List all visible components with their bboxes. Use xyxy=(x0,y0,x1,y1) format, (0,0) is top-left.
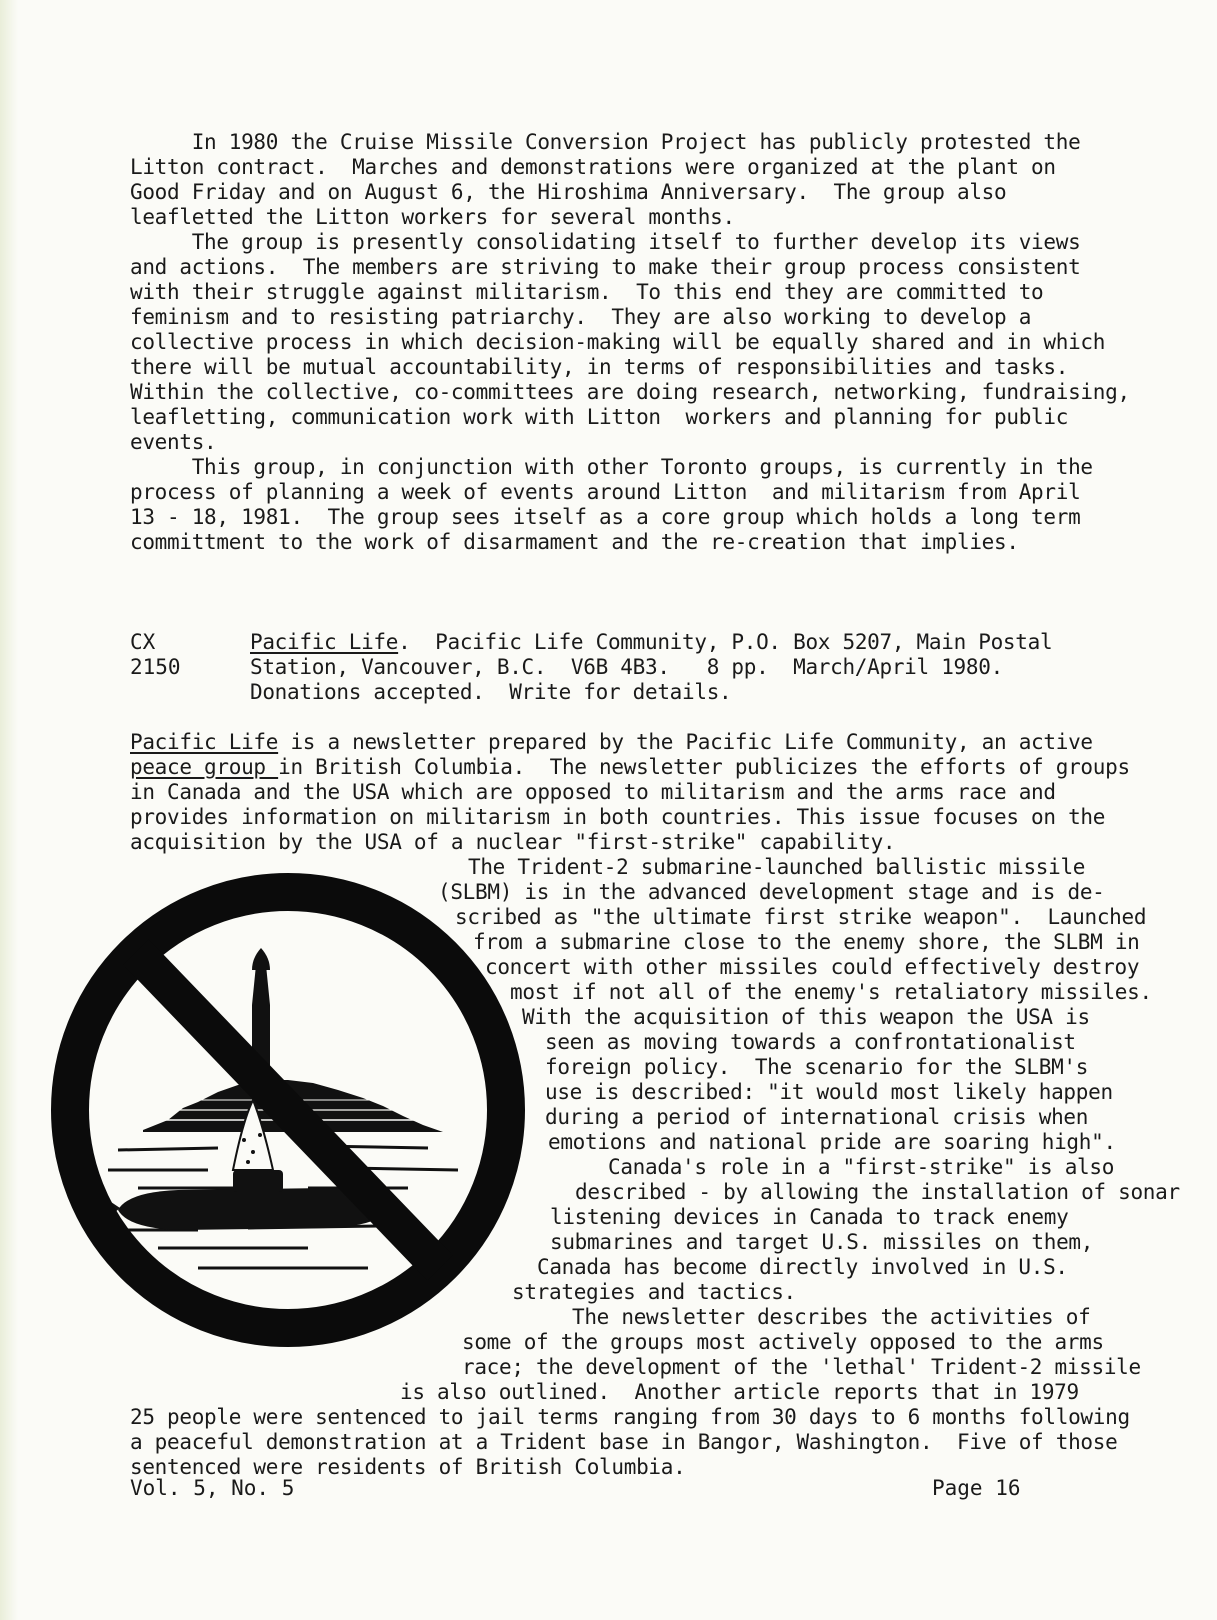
review-line: concert with other missiles could effectively destroy xyxy=(485,955,1140,979)
text-line: leafletting, communication work with Litton workers and planning for public xyxy=(130,405,1069,429)
review-line: Canada's role in a "first-strike" is also xyxy=(608,1155,1115,1179)
text-line: Good Friday and on August 6, the Hiroshima Anniversary. The group also xyxy=(130,180,1007,204)
review-line: race; the development of the 'lethal' Trident-2 missile xyxy=(462,1355,1141,1379)
review-text: in British Columbia. The newsletter publicizes the efforts of groups xyxy=(278,755,1130,779)
review-line: The Trident-2 submarine-launched ballistic missile xyxy=(468,855,1086,879)
text-line: feminism and to resisting patriarchy. They are also working to develop a xyxy=(130,305,1032,329)
review-line: in Canada and the USA which are opposed to militarism and the arms race and xyxy=(130,780,1056,804)
text-line: leafletted the Litton workers for several months. xyxy=(130,205,735,229)
review-line: is also outlined. Another article reports that in 1979 xyxy=(400,1380,1079,1404)
text-line: events. xyxy=(130,430,217,454)
review-line: listening devices in Canada to track enemy xyxy=(550,1205,1069,1229)
entry-title: Pacific Life xyxy=(250,630,399,654)
text-line: committment to the work of disarmament and the re-creation that implies. xyxy=(130,530,1019,554)
text-line: and actions. The members are striving to make their group process consistent xyxy=(130,255,1081,279)
review-line: foreign policy. The scenario for the SLBM's xyxy=(545,1055,1089,1079)
review-line: emotions and national pride are soaring high". xyxy=(548,1130,1116,1154)
review-line: described - by allowing the installation of sonar xyxy=(575,1180,1180,1204)
review-title: Pacific Life xyxy=(130,730,279,754)
review-line: a peaceful demonstration at a Trident base in Bangor, Washington. Five of those xyxy=(130,1430,1118,1454)
text-line: there will be mutual accountability, in terms of responsibilities and tasks. xyxy=(130,355,1069,379)
text-line: process of planning a week of events around Litton and militarism from April xyxy=(130,480,1081,504)
review-line: With the acquisition of this weapon the USA is xyxy=(522,1005,1090,1029)
text-line: In 1980 the Cruise Missile Conversion Project has publicly protested the xyxy=(130,130,1081,154)
review-line: use is described: "it would most likely happen xyxy=(545,1080,1113,1104)
text-line: The group is presently consolidating itself to further develop its views xyxy=(130,230,1081,254)
review-line xyxy=(130,730,1140,755)
text-line: collective process in which decision-making will be equally shared and in which xyxy=(130,330,1106,354)
text-line: with their struggle against militarism. To this end they are committed to xyxy=(130,280,1044,304)
text-line: This group, in conjunction with other Toronto groups, is currently in the xyxy=(130,455,1093,479)
entry-code-number: 2150 xyxy=(130,655,181,679)
text-line: Litton contract. Marches and demonstrations were organized at the plant on xyxy=(130,155,1056,179)
page-number: Page 16 xyxy=(932,1476,1021,1500)
citation-line xyxy=(250,630,1150,655)
review-line: (SLBM) is in the advanced development stage and is de- xyxy=(438,880,1105,904)
review-line: submarines and target U.S. missiles on them, xyxy=(550,1230,1094,1254)
review-line: seen as moving towards a confrontationalist xyxy=(545,1030,1076,1054)
review-line: strategies and tactics. xyxy=(512,1280,796,1304)
review-line: acquisition by the USA of a nuclear "first-strike" capability. xyxy=(130,830,896,854)
volume-number: Vol. 5, No. 5 xyxy=(130,1476,295,1500)
text-line: 13 - 18, 1981. The group sees itself as a core group which holds a long term xyxy=(130,505,1081,529)
no-submarine-missile-icon xyxy=(48,870,528,1350)
citation-line: Donations accepted. Write for details. xyxy=(250,680,732,704)
citation-line: Station, Vancouver, B.C. V6B 4B3. 8 pp. March/April 1980. xyxy=(250,655,1003,679)
review-line: scribed as "the ultimate first strike weapon". Launched xyxy=(455,905,1147,929)
entry-code-prefix: CX xyxy=(130,630,156,654)
review-line: during a period of international crisis when xyxy=(545,1105,1089,1129)
review-line: Canada has become directly involved in U.S. xyxy=(537,1255,1068,1279)
review-text: is a newsletter prepared by the Pacific Life Community, an active xyxy=(278,730,1093,754)
review-underlined-text: peace group xyxy=(130,755,279,779)
review-line: The newsletter describes the activities of xyxy=(572,1305,1091,1329)
page-edge xyxy=(0,0,18,1620)
review-line: from a submarine close to the enemy shore, the SLBM in xyxy=(473,930,1140,954)
review-line: 25 people were sentenced to jail terms ranging from 30 days to 6 months following xyxy=(130,1405,1130,1429)
review-line xyxy=(130,755,1140,780)
text-line: Within the collective, co-committees are doing research, networking, fundraising, xyxy=(130,380,1130,404)
review-line: provides information on militarism in both countries. This issue focuses on the xyxy=(130,805,1106,829)
review-line: most if not all of the enemy's retaliatory missiles. xyxy=(510,980,1152,1004)
review-line: sentenced were residents of British Columbia. xyxy=(130,1455,686,1479)
review-line: some of the groups most actively opposed to the arms xyxy=(462,1330,1104,1354)
citation-text: . Pacific Life Community, P.O. Box 5207, Main Postal xyxy=(398,630,1053,654)
